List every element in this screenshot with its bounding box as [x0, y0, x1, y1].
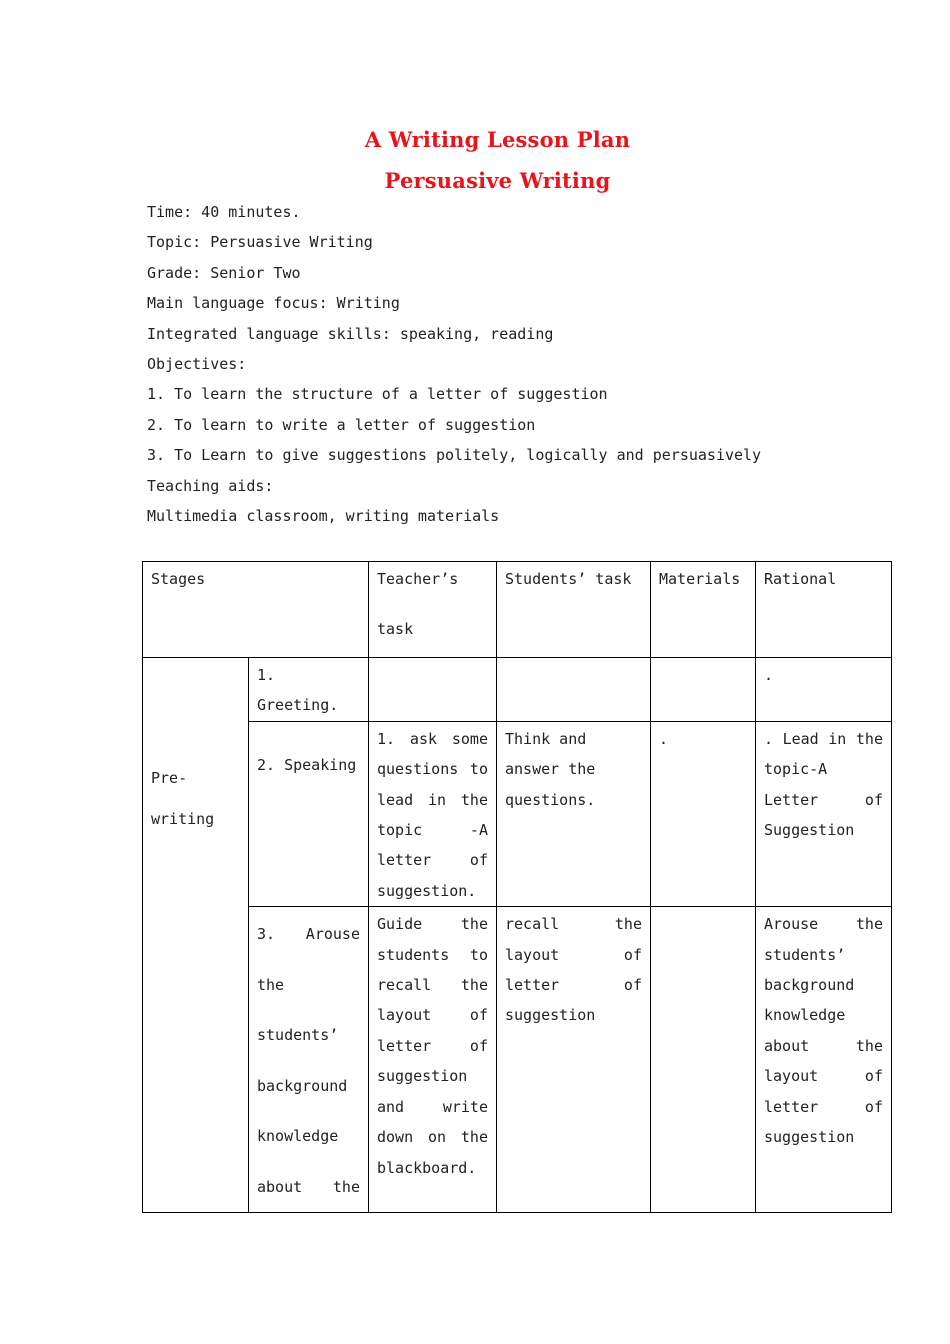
- document-subtitle: Persuasive Writing: [384, 168, 611, 193]
- students-task-greeting: [497, 658, 651, 722]
- students-task-speaking: Think and answer the questions.: [497, 721, 651, 906]
- header-rational-label: Rational: [764, 570, 837, 588]
- stage-label-line2: writing: [151, 810, 215, 828]
- rational-speaking: . Lead in the topic-A Letter of Suggestion: [756, 721, 892, 906]
- header-students-task-label: Students’ task: [505, 570, 632, 588]
- document-title: A Writing Lesson Plan: [364, 127, 631, 152]
- info-objective-1: 1. To learn the structure of a letter of suggestion: [147, 385, 608, 404]
- students-task-arouse: recall the layout of letter of suggestion: [497, 907, 651, 1213]
- info-objective-2: 2. To learn to write a letter of suggestion: [147, 415, 536, 434]
- rational-greeting: .: [756, 658, 892, 722]
- info-topic: Topic: Persuasive Writing: [147, 233, 373, 252]
- stage-label-line1: Pre-: [151, 769, 188, 787]
- lesson-plan-table: [142, 561, 892, 1213]
- header-students-task: [497, 562, 651, 658]
- header-teacher-task-line2: task: [377, 620, 414, 638]
- teacher-task-speaking: 1. ask some questions to lead in the topic -A letter of suggestion.: [369, 721, 497, 906]
- lesson-info: [147, 200, 761, 534]
- header-teacher-task: [369, 562, 497, 658]
- header-stages: [143, 562, 369, 658]
- header-rational: [756, 562, 892, 658]
- table-row: [143, 907, 892, 1213]
- teacher-task-arouse: Guide the students to recall the layout of letter of suggestion and write down on the blackboard.: [369, 907, 497, 1213]
- info-skills: Integrated language skills: speaking, reading: [147, 324, 554, 343]
- info-grade: Grade: Senior Two: [147, 263, 301, 282]
- table-header-row: [143, 562, 892, 658]
- step-greeting: 1. Greeting.: [249, 658, 369, 722]
- materials-greeting: [651, 658, 756, 722]
- teacher-task-greeting: [369, 658, 497, 722]
- header-teacher-task-line1: Teacher’s: [377, 570, 459, 588]
- info-focus: Main language focus: Writing: [147, 294, 400, 313]
- table-row: [143, 658, 892, 722]
- materials-arouse: [651, 907, 756, 1213]
- materials-speaking: .: [651, 721, 756, 906]
- step-arouse: 3. Arouse the students’ background knowledge about the: [249, 907, 369, 1213]
- info-aids-heading: Teaching aids:: [147, 476, 274, 495]
- info-aids: Multimedia classroom, writing materials: [147, 506, 500, 525]
- header-stages-label: Stages: [151, 570, 206, 588]
- step-speaking: [249, 721, 369, 906]
- step-speaking-label: 2. Speaking: [257, 755, 357, 774]
- header-materials: [651, 562, 756, 658]
- header-materials-label: Materials: [659, 570, 741, 588]
- table-row: [143, 721, 892, 906]
- rational-arouse: Arouse the students’ background knowledge about the layout of letter of suggestion: [756, 907, 892, 1213]
- stage-cell-prewriting: [143, 658, 249, 1213]
- info-time: Time: 40 minutes.: [147, 203, 301, 221]
- info-objective-3: 3. To Learn to give suggestions politely, logically and persuasively: [147, 446, 762, 465]
- info-objectives-heading: Objectives:: [147, 354, 247, 373]
